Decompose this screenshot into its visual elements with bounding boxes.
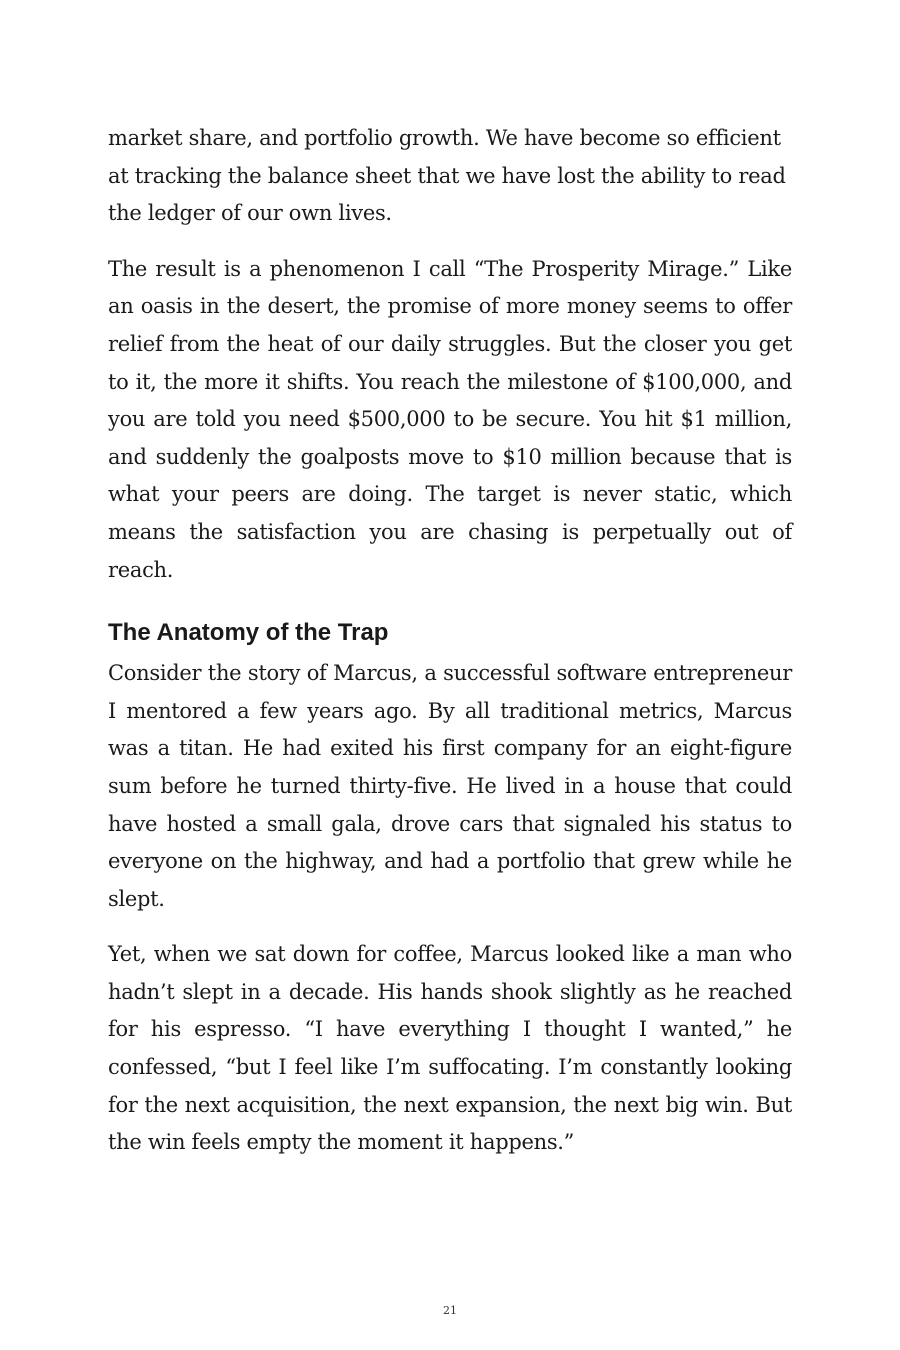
paragraph-coffee-meeting: Yet, when we sat down for coffee, Marcus looked like a man who hadn’t slept in a decade. His hands shook slightly as he reached for his espresso. “I have everything I thought I wanted,” he confessed, “but I feel like I’m suffocating. I’m constantly looking for the next acquisition, the next expansion, the next big win. But the win feels empty the moment it happens.” [108, 942, 792, 1155]
paragraph-portfolio-growth: market share, and portfolio growth. We have become so efficient at tracking the balance sheet that we have lost the ability to read the ledger of our own lives. [108, 126, 786, 226]
paragraph-prosperity-mirage: The result is a phenomenon I call “The Prosperity Mirage.” Like an oasis in the desert, the promise of more money seems to offer relief from the heat of our daily struggles. But the closer you get to it, the more it shifts. You reach the milestone of $100,000, and you are told you need $500,000 to be secure. You hit $1 million, and suddenly the goalposts move to $10 million because that is what your peers are doing. The target is never static, which means the satisfaction you are chasing is perpetually out of reach. [108, 256, 792, 582]
page-body [108, 120, 792, 1180]
page-number: 21 [443, 1304, 457, 1317]
section-heading: The Anatomy of the Trap [108, 619, 389, 647]
paragraph-marcus-story: Consider the story of Marcus, a successful software entrepreneur I mentored a few years ago. By all traditional metrics, Marcus was a titan. He had exited his first company for an eight-figure sum before he turned thirty-five. He lived in a house that could have hosted a small gala, drove cars that signaled his status to everyone on the highway, and had a portfolio that grew while he slept. [108, 661, 792, 911]
